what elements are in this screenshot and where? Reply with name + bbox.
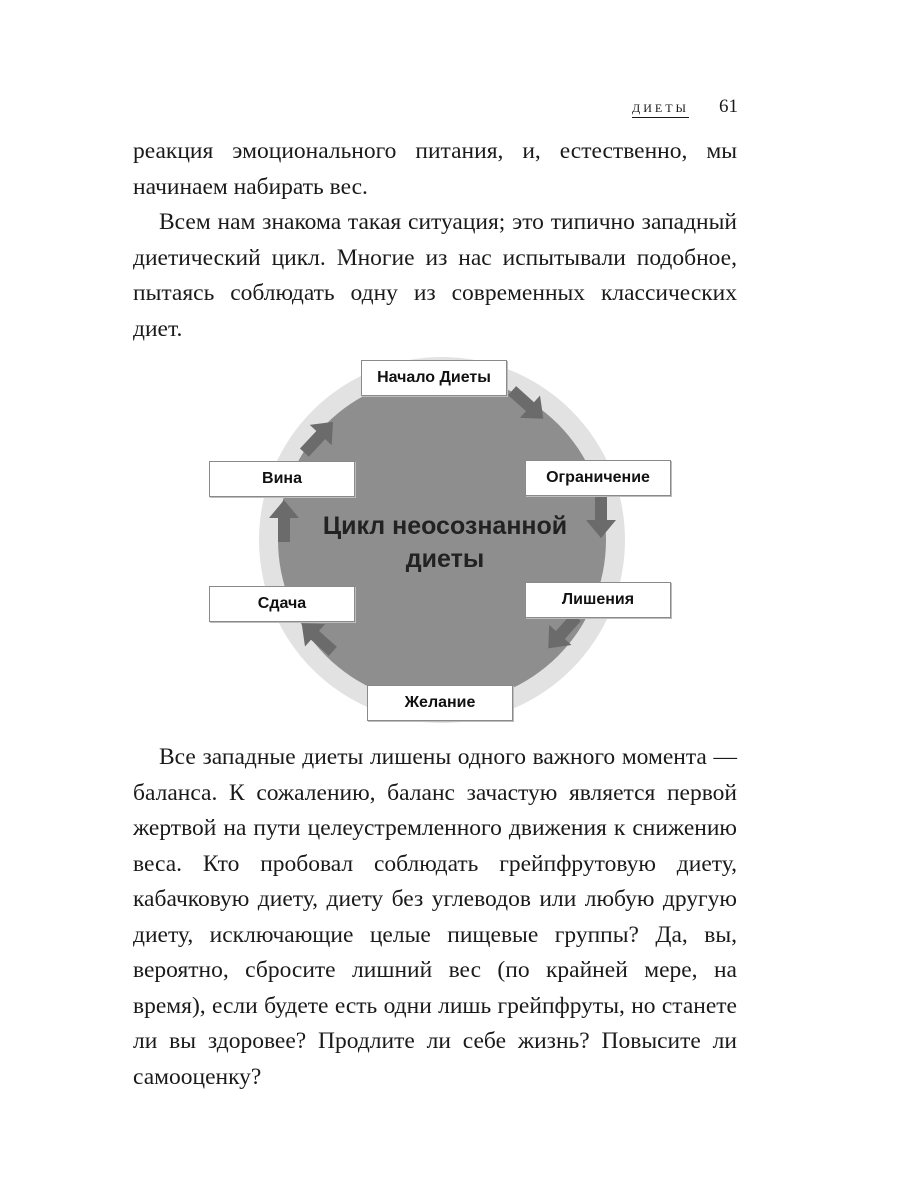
paragraph-balance: Все западные диеты лишены одного важного момента — баланса. К сожалению, баланс зачастую является первой жертвой на пути целеустремленного движения к снижению веса. Кто пробовал соблюдать грейпфрутовую диету, кабачковую диету, диету без углеводов или любую другую диету, исключающие целые пищевые группы? Да, вы, вероятно, сбросите лишний вес (по крайней мере, на время), если будете есть одни лишь грейпфруты, но станете ли вы здоровее? Продлите ли себе жизнь? Повысите ли самооценку? <box>133 744 737 1090</box>
stage-restriction: Ограничение <box>525 460 671 496</box>
diet-cycle-diagram <box>0 340 900 740</box>
page-number: 61 <box>719 96 738 117</box>
page-header <box>632 96 738 118</box>
stage-surrender: Сдача <box>209 586 355 622</box>
text-block-top <box>133 134 737 347</box>
paragraph-continuation: реакция эмоционального питания, и, естественно, мы начинаем набирать вес. <box>133 138 737 200</box>
stage-deprivation: Лишения <box>525 582 671 618</box>
stage-guilt: Вина <box>209 461 355 497</box>
text-block-bottom <box>133 740 737 1095</box>
stage-desire: Желание <box>367 685 513 721</box>
running-title: ДИЕТЫ <box>632 101 689 118</box>
paragraph-diet-cycle: Всем нам знакома такая ситуация; это типично западный диетический цикл. Многие из нас испытывали подобное, пытаясь соблюдать одну из современных классических диет. <box>133 209 737 342</box>
cycle-title-line2: диеты <box>405 545 485 573</box>
stage-start: Начало Диеты <box>361 360 507 396</box>
cycle-title <box>290 510 600 576</box>
cycle-title-line1: Цикл неосознанной <box>322 512 568 540</box>
